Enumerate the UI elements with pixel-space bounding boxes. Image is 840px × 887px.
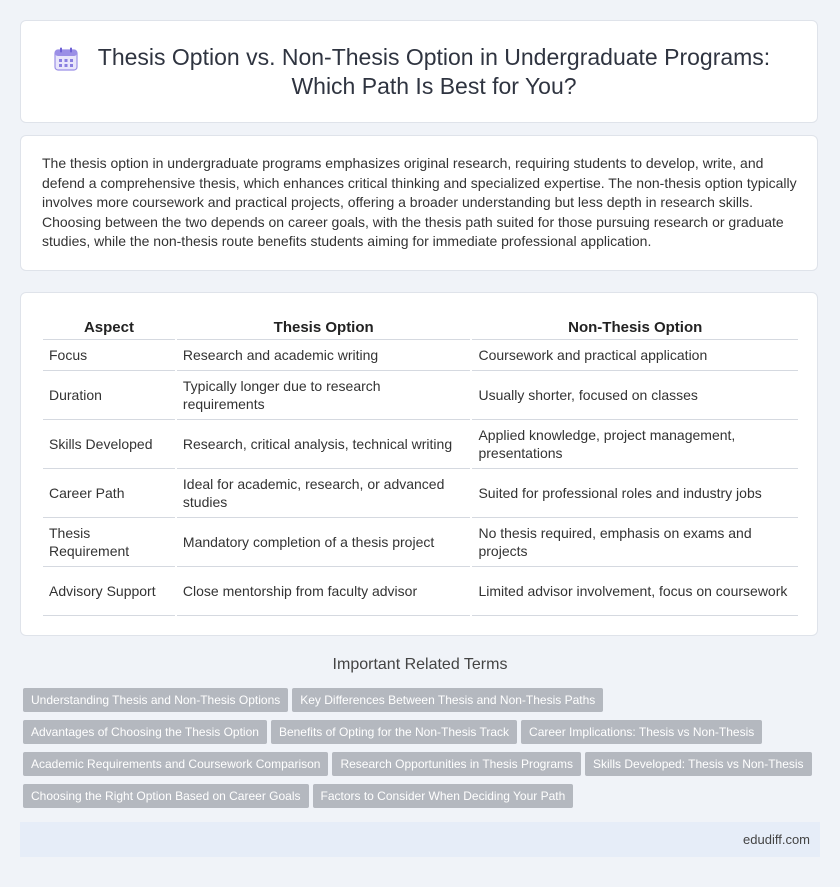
related-terms-title: Important Related Terms bbox=[332, 656, 508, 673]
related-term-tag[interactable]: Skills Developed: Thesis vs Non-Thesis bbox=[585, 752, 812, 776]
footer bbox=[20, 822, 820, 857]
cell-non-thesis: Suited for professional roles and industry jobs bbox=[471, 469, 798, 518]
cell-non-thesis: Limited advisor involvement, focus on coursework bbox=[471, 567, 798, 616]
related-term-tag[interactable]: Choosing the Right Option Based on Career Goals bbox=[23, 784, 309, 808]
cell-aspect: Advisory Support bbox=[43, 567, 176, 616]
cell-non-thesis: Coursework and practical application bbox=[471, 340, 798, 371]
intro-paragraph: The thesis option in undergraduate programs emphasizes original research, requiring students to develop, write, and defend a comprehensive thesis, which enhances critical thinking and specialized expertise. The non-thesis option typically involves more coursework and practical projects, offering a broader understanding but less depth in research skills. Choosing between the two depends on career goals, with the thesis path suited for those pursuing research or graduate studies, while the non-thesis route benefits students aiming for immediate professional application. bbox=[42, 155, 797, 250]
related-term-tag[interactable]: Benefits of Opting for the Non-Thesis Track bbox=[271, 720, 517, 744]
cell-thesis: Ideal for academic, research, or advanced studies bbox=[176, 469, 472, 518]
intro-card bbox=[20, 135, 818, 271]
cell-non-thesis: Usually shorter, focused on classes bbox=[471, 371, 798, 420]
header-card bbox=[20, 20, 818, 123]
related-term-tag[interactable]: Academic Requirements and Coursework Comparison bbox=[23, 752, 328, 776]
table-row bbox=[43, 420, 798, 469]
cell-thesis: Close mentorship from faculty advisor bbox=[176, 567, 472, 616]
header-aspect: Aspect bbox=[43, 317, 176, 340]
cell-thesis: Mandatory completion of a thesis project bbox=[176, 518, 472, 567]
table-row bbox=[43, 518, 798, 567]
footer-site-link[interactable]: edudiff.com bbox=[743, 832, 810, 847]
related-term-tag[interactable]: Understanding Thesis and Non-Thesis Options bbox=[23, 688, 288, 712]
cell-non-thesis: Applied knowledge, project management, presentations bbox=[471, 420, 798, 469]
related-term-tag[interactable]: Factors to Consider When Deciding Your Path bbox=[313, 784, 574, 808]
cell-aspect: Skills Developed bbox=[43, 420, 176, 469]
table-row bbox=[43, 469, 798, 518]
header-non-thesis: Non-Thesis Option bbox=[471, 317, 798, 340]
page-title: Thesis Option vs. Non-Thesis Option in Undergraduate Programs: Which Path Is Best for You? bbox=[97, 44, 771, 99]
table-row bbox=[43, 340, 798, 371]
cell-non-thesis: No thesis required, emphasis on exams and projects bbox=[471, 518, 798, 567]
header-thesis: Thesis Option bbox=[176, 317, 472, 340]
related-term-tag[interactable]: Research Opportunities in Thesis Programs bbox=[332, 752, 581, 776]
cell-aspect: Duration bbox=[43, 371, 176, 420]
cell-thesis: Typically longer due to research requirements bbox=[176, 371, 472, 420]
comparison-table bbox=[43, 317, 798, 616]
cell-thesis: Research and academic writing bbox=[176, 340, 472, 371]
related-term-tag[interactable]: Advantages of Choosing the Thesis Option bbox=[23, 720, 267, 744]
table-row bbox=[43, 567, 798, 616]
related-term-tag[interactable]: Key Differences Between Thesis and Non-Thesis Paths bbox=[292, 688, 603, 712]
table-row bbox=[43, 371, 798, 420]
cell-aspect: Career Path bbox=[43, 469, 176, 518]
table-header-row bbox=[43, 317, 798, 340]
cell-aspect: Thesis Requirement bbox=[43, 518, 176, 567]
cell-thesis: Research, critical analysis, technical writing bbox=[176, 420, 472, 469]
cell-aspect: Focus bbox=[43, 340, 176, 371]
comparison-card bbox=[20, 292, 818, 636]
related-term-tag[interactable]: Career Implications: Thesis vs Non-Thesis bbox=[521, 720, 762, 744]
related-terms-list bbox=[23, 688, 823, 816]
